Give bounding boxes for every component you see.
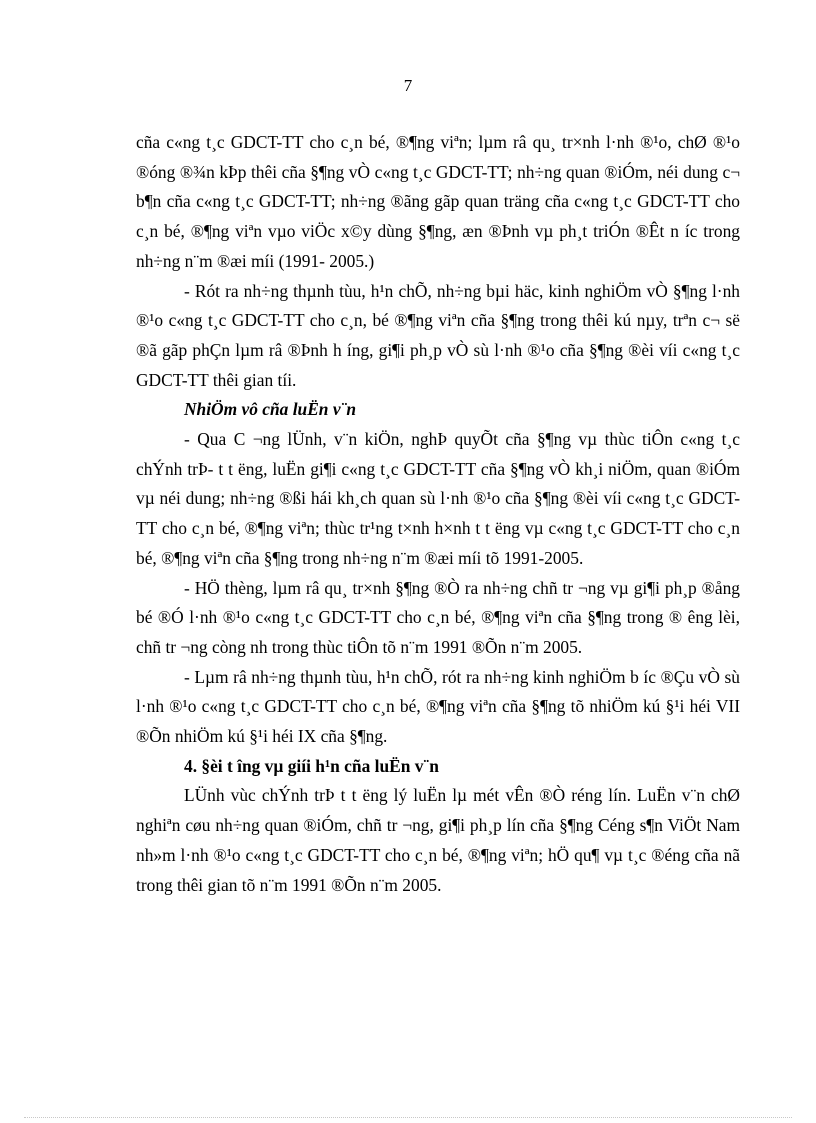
paragraph: cña c«ng t¸c GDCT-TT cho c¸n bé, ®¶ng viªn; lµm râ qu¸ tr×nh l·nh ®¹o, chØ ®¹o ®óng ®¾n kÞp thêi cña §¶ng vÒ c«ng t¸c GDCT-TT; nh÷ng quan ®iÓm, néi dung c¬ b¶n cña c«ng t¸c GDCT-TT; nh÷ng ®ãng gãp quan träng cña c«ng t¸c GDCT-TT cho c¸n bé, ®¶ng viªn vµo viÖc x©y dùng §¶ng, æn ®Þnh vµ ph¸t triÓn ®Êt n íc trong nh÷ng n¨m ®æi míi (1991- 2005.) [136,132,740,271]
task-paragraph: - HÖ thèng, lµm râ qu¸ tr×nh §¶ng ®Ò ra nh÷ng chñ tr ¬ng vµ gi¶i ph¸p ®ång bé ®Ó l·nh ®¹o c«ng t¸c GDCT-TT cho c¸n bé, ®¶ng viªn cña §¶ng trong ® êng lèi, chñ tr ¬ng còng nh trong thùc tiÔn tõ n¨m 1991 ®Õn n¨m 2005. [136,577,740,657]
task-paragraph: - Lµm râ nh÷ng thµnh tùu, h¹n chÕ, rót ra nh÷ng kinh nghiÖm b íc ®Çu vÒ sù l·nh ®¹o c«ng t¸c GDCT-TT cho c¸n bé, ®¶ng viªn cña §¶ng tõ nhiÖm kú §¹i héi VII ®Õn nhiÖm kú §¹i héi IX cña §¶ng. [136,666,740,747]
task-paragraph: - Qua C ¬ng lÜnh, v¨n kiÖn, nghÞ quyÕt cña §¶ng vµ thùc tiÔn c«ng t¸c chÝnh trÞ- t t ëng, luËn gi¶i c«ng t¸c GDCT-TT cña §¶ng vÒ kh¸i niÖm, quan ®iÓm vµ néi dung; nh÷ng ®ßi hái kh¸ch quan sù l·nh ®¹o cña §¶ng ®èi víi c«ng t¸c GDCT-TT cho c¸n bé, ®¶ng viªn; thùc tr¹ng t×nh h×nh t t ëng vµ c«ng t¸c GDCT-TT cho c¸n bé, ®¶ng viªn cña §¶ng trong nh÷ng n¨m ®æi míi tõ 1991-2005. [136,429,740,568]
document-body [136,128,740,900]
page-bottom-divider [24,1117,792,1118]
scope-paragraph: LÜnh vùc chÝnh trÞ t t ëng lý luËn lµ mét vÊn ®Ò réng lín. LuËn v¨n chØ nghiªn cøu nh÷ng quan ®iÓm, chñ tr ¬ng, gi¶i ph¸p lín cña §¶ng Céng s¶n ViÖt Nam nh»m l·nh ®¹o c«ng t¸c GDCT-TT cho c¸n bé, ®¶ng viªn; hÖ qu¶ vµ t¸c ®éng cña nã trong thêi gian tõ n¨m 1991 ®Õn n¨m 2005. [136,785,740,895]
section-heading-scope: 4. §èi t îng vµ giíi h¹n cña luËn v¨n [184,755,439,776]
page-number: 7 [403,76,413,95]
paragraph: - Rót ra nh÷ng thµnh tùu, h¹n chÕ, nh÷ng bµi häc, kinh nghiÖm vÒ §¶ng l·nh ®¹o c«ng t¸c GDCT-TT cho c¸n, bé ®¶ng viªn cña §¶ng trong thêi kú nµy, trªn c¬ së ®ã gãp phÇn lµm râ ®Þnh h íng, gi¶i ph¸p vÒ sù l·nh ®¹o cña §¶ng ®èi víi c«ng t¸c GDCT-TT thêi gian tíi. [136,280,740,390]
section-heading-tasks: NhiÖm vô cña luËn v¨n [184,399,356,420]
